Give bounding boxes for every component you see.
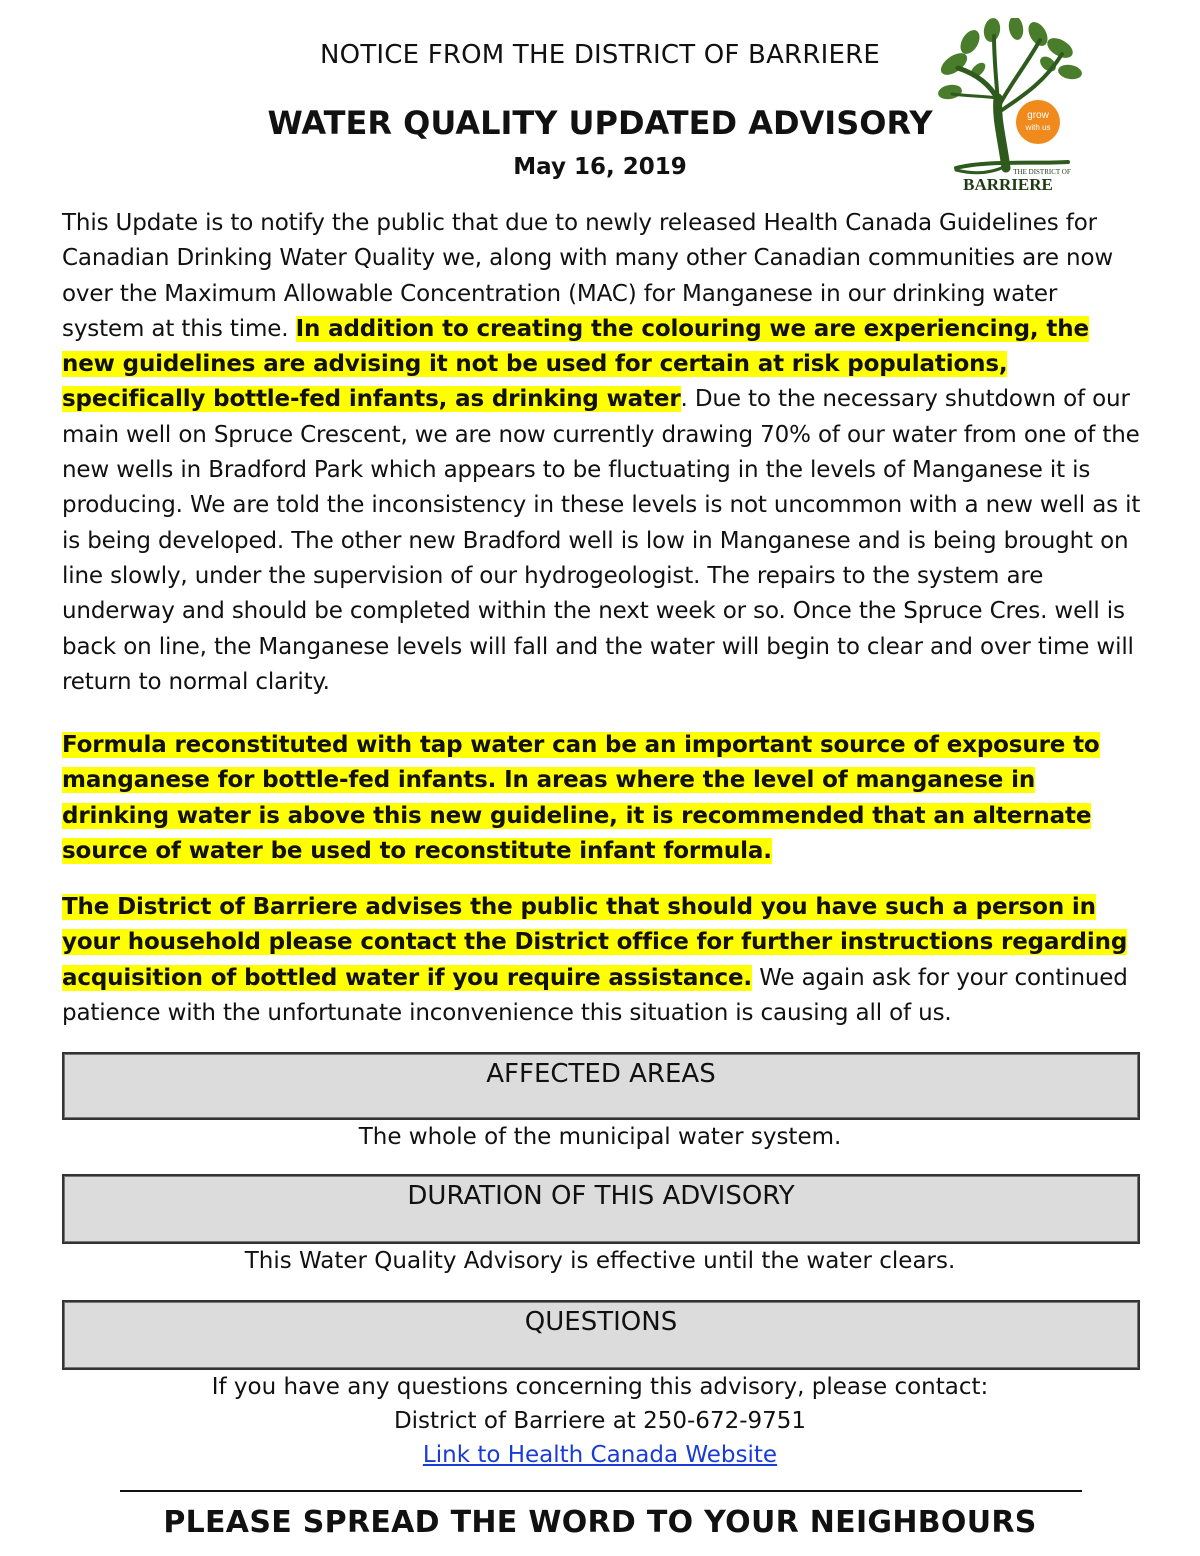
affected-areas-text: The whole of the municipal water system. xyxy=(358,1124,842,1150)
logo-name: BARRIERE xyxy=(963,175,1053,194)
paragraph-update-intro: This Update is to notify the public that due to newly released Health Canada Guidelines for Canadian Drinking Water Quality we, along with many other Canadian communities are now over the Maximum Allowable Concentration (MAC) for Manganese in our drinking water system at this time. xyxy=(62,210,1114,342)
page-title: WATER QUALITY UPDATED ADVISORY xyxy=(267,104,933,142)
questions-phone-text: District of Barriere at 250-672-9751 xyxy=(393,1408,807,1434)
paragraph-update xyxy=(62,206,1142,700)
paragraph-formula xyxy=(62,728,1142,869)
logo-tagline-grow: grow xyxy=(1027,110,1049,121)
duration-text: This Water Quality Advisory is effective until the water clears. xyxy=(244,1248,956,1274)
health-canada-link-row xyxy=(0,1442,1200,1468)
paragraph-formula-highlight: Formula reconstituted with tap water can be an important source of exposure to manganese for bottle-fed infants. In areas where the level of manganese in drinking water is above this new guideline, it is recommended that an alternate source of water be used to reconstitute infant formula. xyxy=(62,732,1100,864)
section-affected-areas-header: AFFECTED AREAS xyxy=(62,1052,1140,1120)
notice-heading: NOTICE FROM THE DISTRICT OF BARRIERE xyxy=(320,40,880,70)
paragraph-advice-closing: We again ask for your continued patience with the unfortunate inconvenience this situation is causing all of us. xyxy=(62,964,1128,1026)
footer-divider xyxy=(120,1490,1082,1492)
questions-contact-text: If you have any questions concerning this advisory, please contact: xyxy=(211,1374,989,1400)
paragraph-advice-highlight: The District of Barriere advises the public that should you have such a person in your household please contact the District office for further instructions regarding acquisition of bottled water if you require assistance. xyxy=(62,894,1128,991)
paragraph-update-details: . Due to the necessary shutdown of our main well on Spruce Crescent, we are now currently drawing 70% of our water from one of the new wells in Bradford Park which appears to be fluctuating in the levels of Manganese it is producing. We are told the inconsistency in these levels is not uncommon with a new well as it is being developed. The other new Bradford well is low in Manganese and is being brought on line slowly, under the supervision of our hydrogeologist. The repairs to the system are underway and should be completed within the next week or so. Once the Spruce Cres. well is back on line, the Manganese levels will fall and the water will begin to clear and over time will return to normal clarity. xyxy=(62,386,1141,695)
health-canada-link[interactable]: Link to Health Canada Website xyxy=(422,1442,778,1468)
section-duration-header: DURATION OF THIS ADVISORY xyxy=(62,1174,1140,1244)
orange-sun-circle xyxy=(1016,100,1060,144)
logo-tagline-with-us: with us xyxy=(1025,123,1051,132)
paragraph-update-highlight: In addition to creating the colouring we are experiencing, the new guidelines are advising it not be used for certain at risk populations, specifically bottle-fed infants, as drinking water xyxy=(62,315,1089,413)
section-questions-header: QUESTIONS xyxy=(62,1300,1140,1370)
footer-call-to-action: PLEASE SPREAD THE WORD TO YOUR NEIGHBOURS xyxy=(163,1505,1037,1540)
logo-small-text: THE DISTRICT OF xyxy=(1013,168,1071,176)
paragraph-advice xyxy=(62,890,1142,1031)
barriere-tree-logo xyxy=(936,18,1082,194)
advisory-date: May 16, 2019 xyxy=(513,154,687,180)
